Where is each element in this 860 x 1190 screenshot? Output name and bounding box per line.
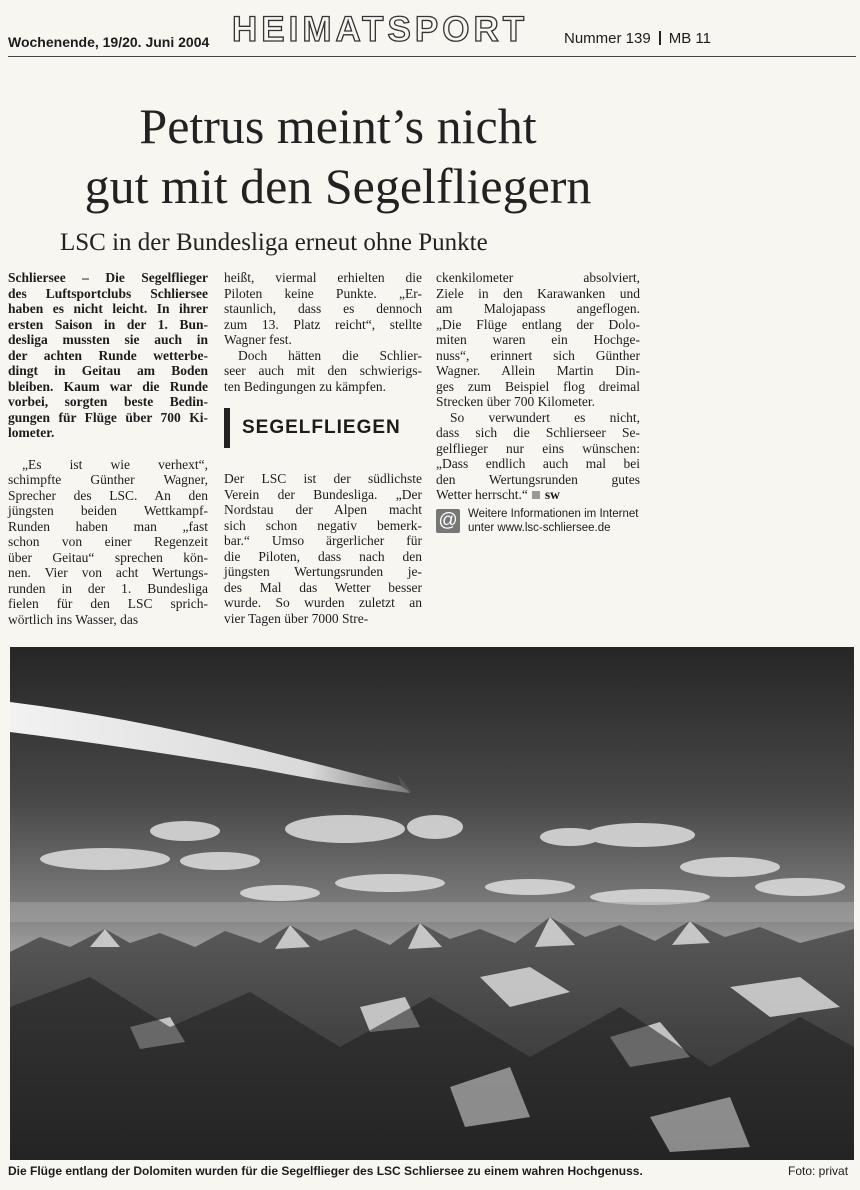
text-line: „Es ist wie verhext“,	[22, 456, 208, 472]
text-line: runden in der 1. Bundesliga	[8, 580, 208, 596]
text-line: dass sich die Schlierseer Se-	[436, 425, 640, 440]
page-number: MB 11	[668, 30, 711, 47]
text-line: nuss“, erinnert sich Günther	[436, 347, 640, 363]
text-line: „Die Flüge entlang der Dolo-	[436, 316, 640, 332]
text-line: staunlich, dass es dennoch	[224, 301, 422, 316]
text-line: Sprecher des LSC. An den	[8, 487, 208, 503]
dolomites-glider-photo	[10, 647, 854, 1160]
text-line: den Wertungsrunden gutes	[436, 471, 640, 487]
headline	[18, 96, 658, 216]
text-line: jüngsten Wertungsrunden je-	[224, 564, 422, 579]
text-line: des Mal das Wetter besser	[224, 579, 422, 595]
end-mark	[532, 491, 540, 499]
text-line: Nordstau der Alpen macht	[224, 502, 422, 517]
lead-paragraph	[8, 270, 208, 441]
issue-date: Wochenende, 19/20. Juni 2004	[8, 34, 210, 50]
header-rule	[8, 56, 856, 57]
text-line: des Luftsportclubs Schliersee	[8, 285, 208, 301]
photo-caption: Die Flüge entlang der Dolomiten wurden für die Segelflieger des LSC Schliersee zu einem wahren Hochgenuss.	[8, 1164, 643, 1178]
text-line: Strecken über 700 Kilometer.	[436, 394, 595, 409]
article-column-1	[8, 270, 208, 627]
text-line: schimpfte Günther Wagner,	[8, 472, 208, 487]
web-info-text	[468, 507, 638, 535]
issue-info	[564, 30, 711, 47]
author-initials: sw	[544, 487, 560, 502]
text-line: Schliersee – Die Segelflieger	[8, 270, 208, 285]
text-line: ten Bedingungen zu kämpfen.	[224, 378, 386, 394]
subheadline: LSC in der Bundesliga erneut ohne Punkte	[60, 229, 488, 256]
section-subhead	[224, 408, 420, 448]
text-line: gungen für Flüge über 700 Ki-	[8, 409, 208, 425]
web-info-line-1: Weitere Informationen im Internet	[468, 508, 639, 520]
body-paragraph	[436, 270, 640, 410]
article-column-2-continued	[224, 471, 422, 626]
text-line: vier Tagen über 7000 Stre-	[224, 610, 369, 626]
text-line: So verwundert es nicht,	[450, 409, 640, 425]
text-line: am Malojapass angeflogen.	[436, 301, 640, 316]
text-line: schon von einer Regenzeit	[8, 534, 208, 549]
article-column-2	[224, 270, 422, 394]
body-paragraph	[224, 471, 422, 626]
text-line: nen. Vier von acht Wertungs-	[8, 565, 208, 580]
text-line: seer auch mit den schwierigs-	[224, 363, 422, 378]
issue-separator	[659, 31, 661, 45]
headline-line-1: Petrus meint’s nicht	[139, 98, 537, 154]
text-line: heißt, viermal erhielten die	[224, 270, 422, 285]
text-line: fielen für den LSC sprich-	[8, 596, 208, 611]
text-line: Verein der Bundesliga. „Der	[224, 486, 422, 502]
headline-line-2: gut mit den Segelfliegern	[84, 158, 592, 214]
text-line: ersten Saison in der 1. Bun-	[8, 316, 208, 332]
at-icon: @	[436, 509, 460, 533]
text-line: bleiben. Kaum war die Runde	[8, 378, 208, 394]
text-line: über Geitau“ sprechen kön-	[8, 549, 208, 565]
text-line: Piloten keine Punkte. „Er-	[224, 285, 422, 301]
text-line: „Dass endlich auch mal bei	[436, 456, 640, 471]
text-line: miten waren ein Hochge-	[436, 332, 640, 347]
text-line: Der LSC ist der südlichste	[224, 471, 422, 486]
text-line: dingt in Geitau am Boden	[8, 363, 208, 378]
web-info-url[interactable]: unter www.lsc-schliersee.de	[468, 522, 611, 534]
text-line: die Piloten, dass nach den	[224, 548, 422, 564]
photo-credit: Foto: privat	[788, 1164, 849, 1178]
text-line: Wetter herrscht.“ sw	[436, 487, 560, 502]
text-line: sich schon negativ bemerk-	[224, 517, 422, 533]
body-paragraph	[224, 348, 422, 395]
text-line: wurde. So wurden zuletzt an	[224, 595, 422, 610]
section-subhead-text: SEGELFLIEGEN	[242, 417, 401, 438]
text-line: jüngsten beiden Wettkampf-	[8, 503, 208, 518]
article-column-3	[436, 270, 640, 503]
text-line: haben es nicht leicht. In ihrer	[8, 301, 208, 316]
text-line: lometer.	[8, 425, 55, 440]
text-line: desliga mussten sie auch in	[8, 332, 208, 347]
body-paragraph	[436, 410, 640, 503]
text-line: Wagner. Allein Martin Din-	[436, 363, 640, 378]
text-line: Runden haben man „fast	[8, 518, 208, 534]
text-line: Ziele in den Karawanken und	[436, 285, 640, 301]
body-paragraph	[8, 457, 208, 628]
text-line: gelflieger nur eins wünschen:	[436, 440, 640, 456]
text-line: zum 13. Platz reicht“, stellte	[224, 316, 422, 332]
issue-number: Nummer 139	[564, 30, 651, 47]
body-paragraph	[224, 270, 422, 348]
text-line: ges zum Beispiel flog dreimal	[436, 378, 640, 394]
text-line: wörtlich ins Wasser, das	[8, 611, 139, 627]
text-line: vorbei, sorgten beste Bedin-	[8, 394, 208, 409]
text-line: der achten Runde wetterbe-	[8, 347, 208, 363]
section-title: HEIMATSPORT	[232, 10, 529, 49]
text-line: Doch hätten die Schlier-	[238, 347, 422, 363]
text-line: ckenkilometer absolviert,	[436, 270, 640, 285]
text-line: bar.“ Umso ärgerlicher für	[224, 533, 422, 548]
text-line: Wagner fest.	[224, 332, 292, 347]
